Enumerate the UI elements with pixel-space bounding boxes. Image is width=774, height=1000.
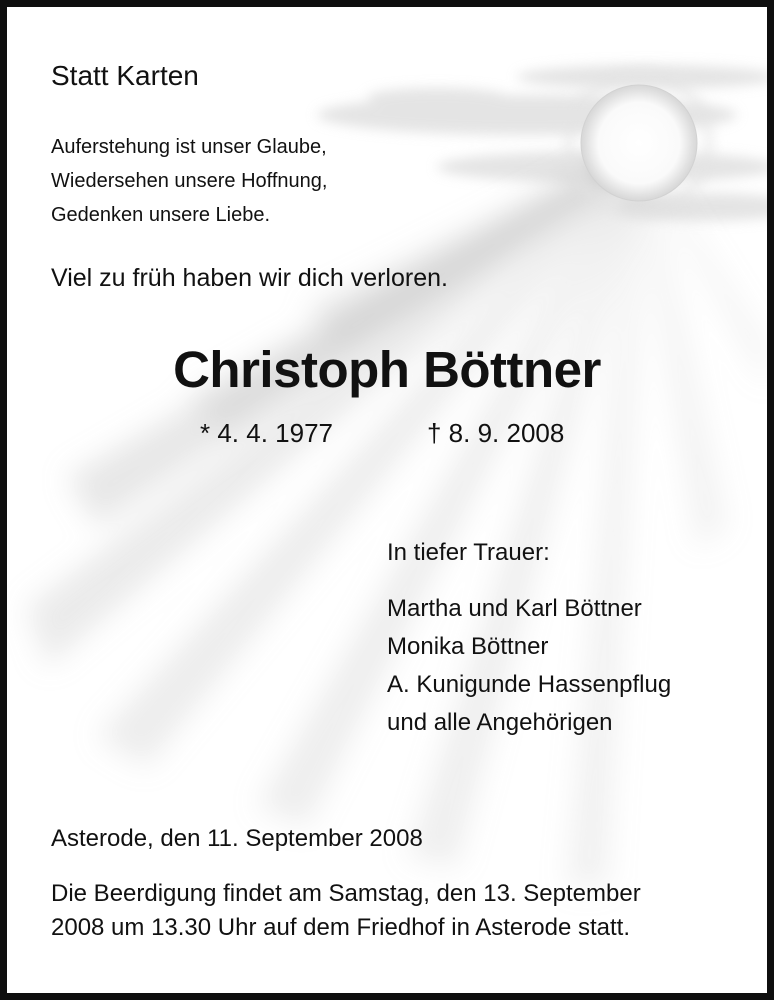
lament-line: Viel zu früh haben wir dich verloren. [51,264,448,292]
verse-line: Wiedersehen unsere Hoffnung, [51,170,328,192]
place-and-date: Asterode, den 11. September 2008 [51,825,423,852]
deceased-name: Christoph Böttner [173,341,601,398]
header-statt-karten: Statt Karten [51,60,199,91]
funeral-info [51,877,641,945]
verse-line: Gedenken unsere Liebe. [51,204,271,226]
mourners-list [387,590,671,742]
funeral-line: Die Beerdigung findet am Samstag, den 13. September [51,880,641,907]
mourner: A. Kunigunde Hassenpflug [387,671,672,698]
verse-line: Auferstehung ist unser Glaube, [51,136,327,158]
mourning-label: In tiefer Trauer: [387,539,550,566]
funeral-line: 2008 um 13.30 Uhr auf dem Friedhof in Asterode statt. [51,914,630,941]
light-rays [27,147,767,887]
sun-disk [581,85,697,201]
birth-date: * 4. 4. 1977 [200,418,333,448]
mourner: und alle Angehörigen [387,709,613,736]
death-date: † 8. 9. 2008 [427,418,565,448]
mourner: Monika Böttner [387,633,549,660]
mourner: Martha und Karl Böttner [387,595,642,622]
verse [51,130,327,232]
